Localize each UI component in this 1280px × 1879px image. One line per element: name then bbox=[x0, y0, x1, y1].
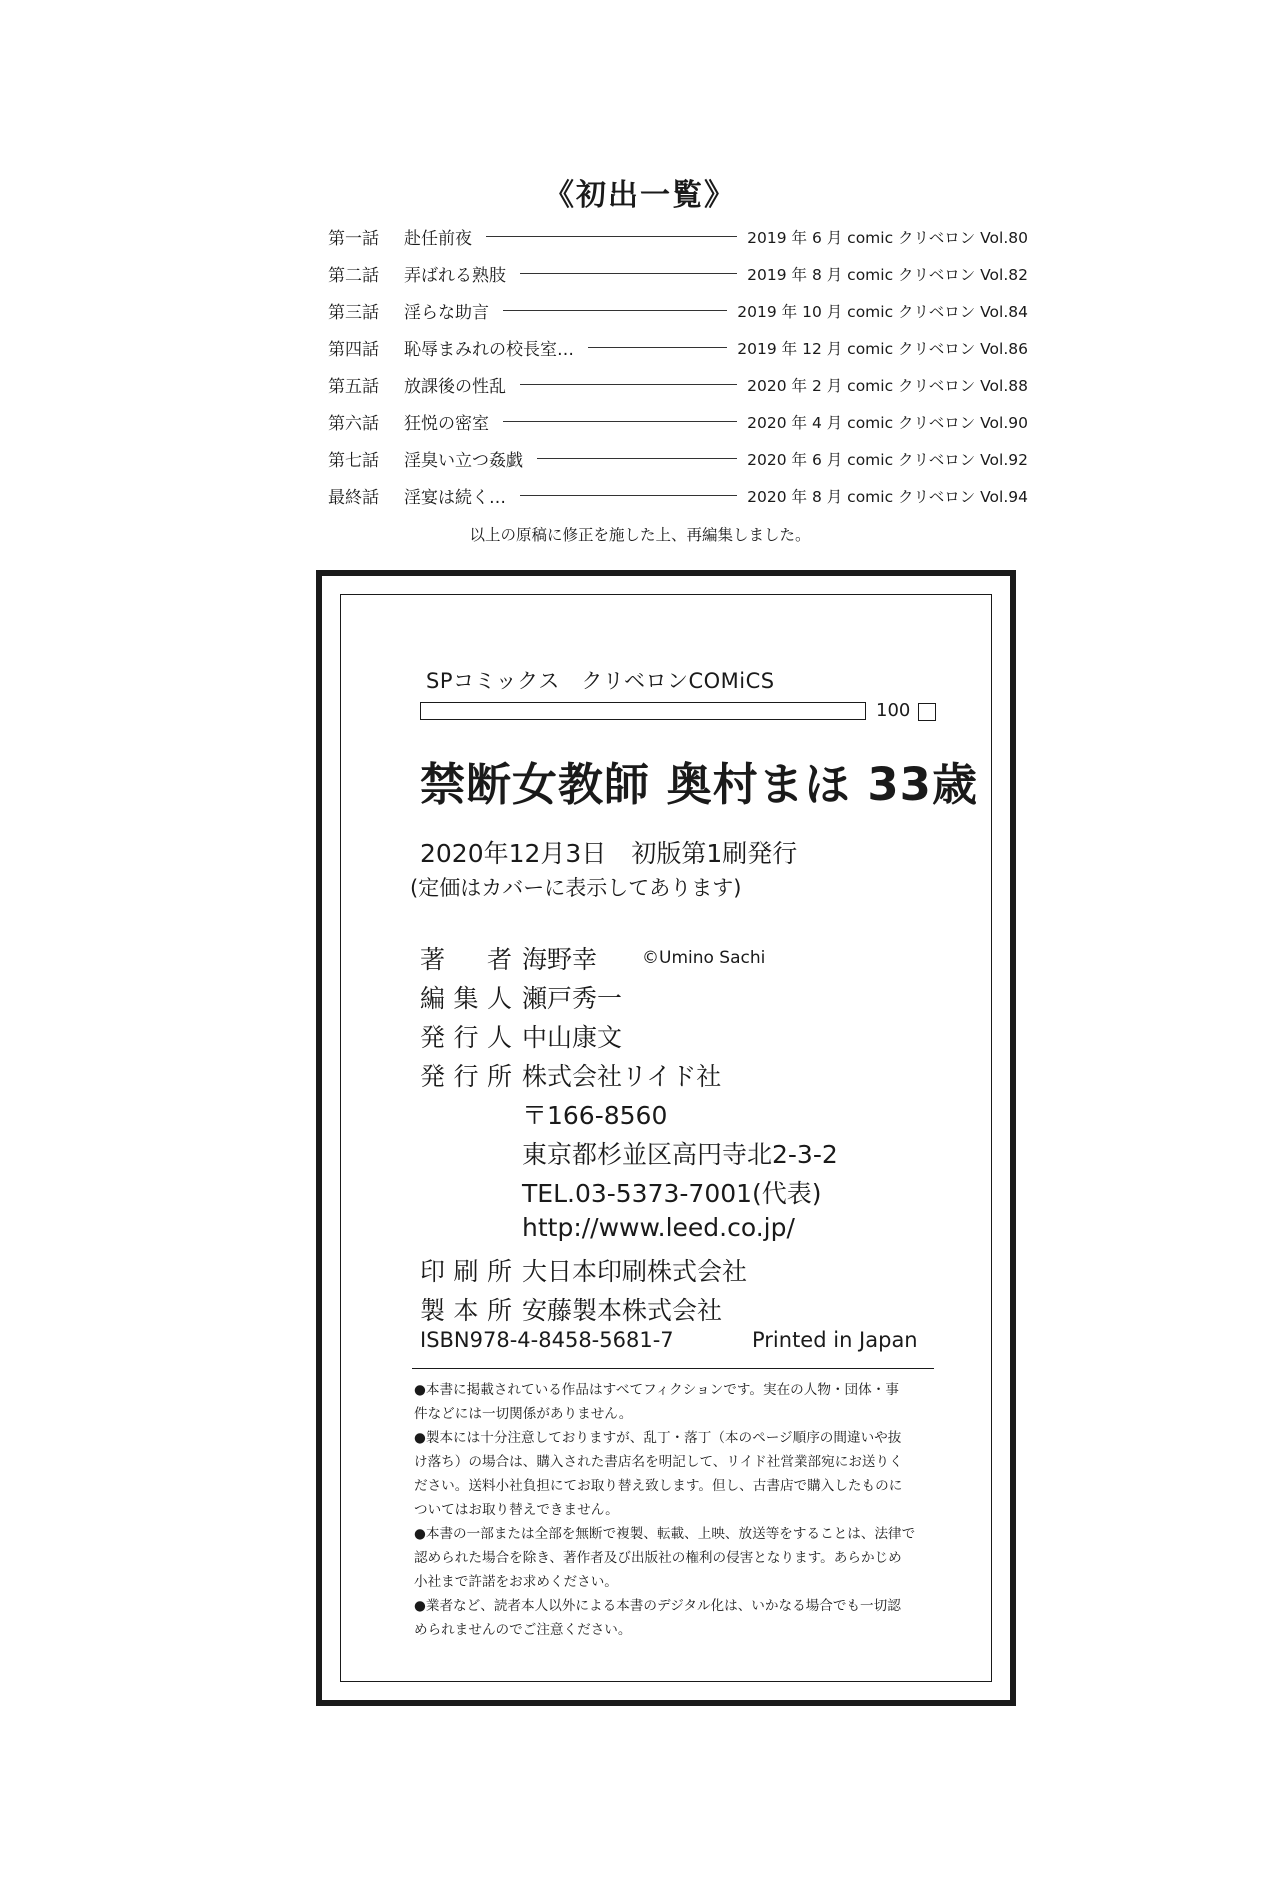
chapter-title: 赴任前夜 bbox=[404, 229, 472, 249]
chapter-title: 淫宴は続く… bbox=[404, 488, 506, 508]
credit-key: 発行所 bbox=[420, 1062, 512, 1091]
note-line: ださい。送料小社負担にてお取り替え致します。但し、古書店で購入したものに bbox=[414, 1478, 903, 1494]
leader-line bbox=[503, 310, 727, 311]
chapter-source: 2020 年 8 月 comic クリベロン Vol.94 bbox=[747, 487, 1028, 506]
chapter-source: 2019 年 6 月 comic クリベロン Vol.80 bbox=[747, 228, 1028, 247]
chapter-row bbox=[328, 292, 1028, 329]
chapter-title: 恥辱まみれの校長室… bbox=[404, 340, 574, 360]
chapter-number: 最終話 bbox=[328, 488, 379, 508]
credits-list bbox=[420, 940, 940, 1330]
price-note: (定価はカバーに表示してあります) bbox=[410, 876, 742, 900]
credit-value: 安藤製本株式会社 bbox=[522, 1296, 723, 1325]
credit-row bbox=[420, 1135, 940, 1174]
chapter-number: 第三話 bbox=[328, 303, 379, 323]
credit-row bbox=[420, 979, 940, 1018]
credit-key: 著 者 bbox=[420, 945, 512, 974]
leader-line bbox=[520, 273, 737, 274]
chapter-number: 第四話 bbox=[328, 340, 379, 360]
chapter-source: 2020 年 6 月 comic クリベロン Vol.92 bbox=[747, 450, 1028, 469]
chapter-title: 淫らな助言 bbox=[404, 303, 489, 323]
chapter-number: 第二話 bbox=[328, 266, 379, 286]
credit-key: 印刷所 bbox=[420, 1257, 512, 1286]
chapter-title: 淫臭い立つ姦戯 bbox=[404, 451, 523, 471]
chapter-row bbox=[328, 218, 1028, 255]
leader-line bbox=[486, 236, 737, 237]
leader-line bbox=[537, 458, 737, 459]
chapter-row bbox=[328, 403, 1028, 440]
chapter-number: 第六話 bbox=[328, 414, 379, 434]
chapter-row bbox=[328, 440, 1028, 477]
chapter-row bbox=[328, 329, 1028, 366]
note-line: められませんのでご注意ください。 bbox=[414, 1622, 632, 1638]
credit-row bbox=[420, 1057, 940, 1096]
credit-row bbox=[420, 1252, 940, 1291]
chapter-title: 狂悦の密室 bbox=[404, 414, 489, 434]
note-line: ●業者など、読者本人以外による本書のデジタル化は、いかなる場合でも一切認 bbox=[414, 1598, 901, 1614]
chapter-source: 2019 年 12 月 comic クリベロン Vol.86 bbox=[737, 339, 1028, 358]
divider bbox=[412, 1368, 934, 1369]
note-line: 件などには一切関係がありません。 bbox=[414, 1406, 633, 1422]
isbn: ISBN978-4-8458-5681-7 bbox=[420, 1328, 674, 1352]
note-line: け落ち）の場合は、購入された書店名を明記して、リイド社営業部宛にお送りく bbox=[414, 1454, 903, 1470]
chapter-source: 2019 年 10 月 comic クリベロン Vol.84 bbox=[737, 302, 1028, 321]
credit-row bbox=[420, 940, 940, 979]
chapter-source: 2020 年 2 月 comic クリベロン Vol.88 bbox=[747, 376, 1028, 395]
book-title: 禁断女教師 奥村まほ 33歳 bbox=[420, 758, 978, 811]
chapter-row bbox=[328, 366, 1028, 403]
chapter-number: 第五話 bbox=[328, 377, 379, 397]
credit-row bbox=[420, 1018, 940, 1057]
copyright-notice: ©Umino Sachi bbox=[642, 948, 766, 968]
note-line: ついてはお取り替えできません。 bbox=[414, 1502, 619, 1518]
first-appearance-title: 《初出一覧》 bbox=[544, 178, 736, 213]
leader-line bbox=[520, 384, 737, 385]
credit-value: 株式会社リイド社 bbox=[522, 1062, 722, 1091]
chapter-source: 2020 年 4 月 comic クリベロン Vol.90 bbox=[747, 413, 1028, 432]
printed-in: Printed in Japan bbox=[752, 1328, 918, 1352]
publication-date: 2020年12月3日 初版第1刷発行 bbox=[420, 839, 798, 868]
credit-key: 製本所 bbox=[420, 1296, 512, 1325]
revision-note: 以上の原稿に修正を施した上、再編集しました。 bbox=[469, 526, 811, 544]
note-line: ●本書に掲載されている作品はすべてフィクションです。実在の人物・団体・事 bbox=[414, 1382, 899, 1398]
credit-value: 瀬戸秀一 bbox=[522, 984, 623, 1013]
credit-row bbox=[420, 1096, 940, 1135]
credit-value: 大日本印刷株式会社 bbox=[522, 1257, 748, 1286]
leader-line bbox=[588, 347, 727, 348]
series-number-bar bbox=[420, 702, 866, 720]
note-line: ●本書の一部または全部を無断で複製、転載、上映、放送等をすることは、法律で bbox=[414, 1526, 916, 1542]
note-line: ●製本には十分注意しておりますが、乱丁・落丁（本のページ順序の間違いや抜 bbox=[414, 1430, 902, 1446]
credit-value: 海野幸 bbox=[522, 945, 598, 974]
note-line: 小社まで許諾をお求めください。 bbox=[414, 1574, 618, 1590]
credit-row bbox=[420, 1213, 940, 1252]
chapter-row bbox=[328, 255, 1028, 292]
chapter-row bbox=[328, 477, 1028, 514]
credit-row bbox=[420, 1174, 940, 1213]
chapter-number: 第一話 bbox=[328, 229, 379, 249]
chapter-number: 第七話 bbox=[328, 451, 379, 471]
credit-row bbox=[420, 1291, 940, 1330]
credit-key: 編集人 bbox=[420, 984, 512, 1013]
series-number: 100 bbox=[876, 700, 911, 721]
leader-line bbox=[520, 495, 737, 496]
chapter-source: 2019 年 8 月 comic クリベロン Vol.82 bbox=[747, 265, 1028, 284]
website-url: http://www.leed.co.jp/ bbox=[522, 1213, 795, 1242]
telephone: TEL.03-5373-7001(代表) bbox=[522, 1179, 822, 1208]
leader-line bbox=[503, 421, 737, 422]
note-line: 認められた場合を除き、著作者及び出版社の権利の侵害となります。あらかじめ bbox=[414, 1550, 902, 1566]
series-number-square bbox=[918, 703, 936, 721]
postal-code: 〒166-8560 bbox=[522, 1101, 668, 1130]
chapter-title: 放課後の性乱 bbox=[404, 377, 506, 397]
legal-notes bbox=[414, 1378, 934, 1642]
series-label: SPコミックス クリベロンCOMiCS bbox=[426, 669, 775, 693]
credit-key: 発行人 bbox=[420, 1023, 512, 1052]
credit-value: 中山康文 bbox=[522, 1023, 623, 1052]
address: 東京都杉並区高円寺北2-3-2 bbox=[522, 1140, 838, 1169]
chapter-title: 弄ばれる熟肢 bbox=[404, 266, 506, 286]
chapter-list bbox=[328, 218, 1028, 514]
